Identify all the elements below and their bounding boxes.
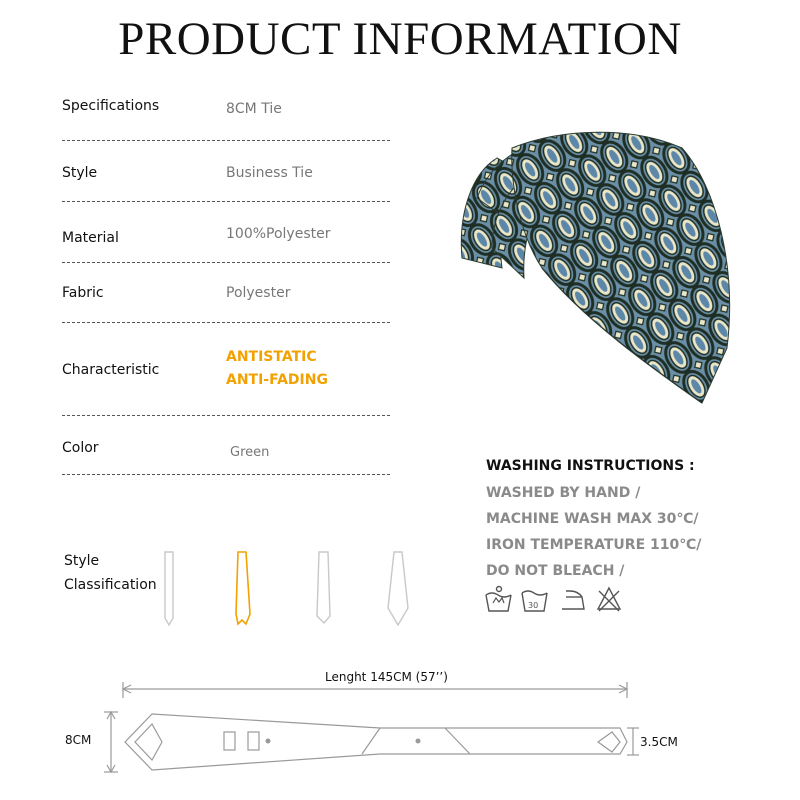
tie-product-image bbox=[452, 118, 752, 418]
wash-instruction-hand: WASHED BY HAND / bbox=[486, 485, 641, 501]
spec-value-specifications: 8CM Tie bbox=[226, 101, 282, 117]
spec-value-style: Business Tie bbox=[226, 165, 313, 181]
spec-label-specifications: Specifications bbox=[62, 98, 160, 114]
spec-value-characteristic bbox=[226, 346, 328, 392]
tie-style-wide[interactable] bbox=[388, 552, 408, 625]
divider bbox=[62, 415, 390, 416]
style-classification-line-1: Style bbox=[64, 553, 100, 569]
style-classification-label bbox=[64, 549, 157, 597]
tie-style-options bbox=[150, 548, 420, 628]
divider bbox=[62, 474, 390, 475]
characteristic-anti-fading: ANTI-FADING bbox=[226, 372, 328, 388]
spec-value-color: Green bbox=[230, 445, 270, 460]
machine-wash-30-icon bbox=[522, 591, 547, 611]
tie-style-skinny[interactable] bbox=[165, 552, 173, 625]
style-classification-line-2: Classification bbox=[64, 577, 157, 593]
page-title: PRODUCT INFORMATION bbox=[118, 13, 682, 65]
divider bbox=[62, 322, 390, 323]
tie-dimensions-diagram bbox=[0, 660, 800, 800]
divider bbox=[62, 140, 390, 141]
tie-length-label: Lenght 145CM (57’’) bbox=[325, 670, 448, 684]
spec-label-style: Style bbox=[62, 165, 98, 181]
characteristic-antistatic: ANTISTATIC bbox=[226, 349, 317, 365]
spec-label-material: Material bbox=[62, 230, 119, 246]
wash-instruction-iron: IRON TEMPERATURE 110℃/ bbox=[486, 537, 702, 553]
washing-instructions-title: WASHING INSTRUCTIONS : bbox=[486, 458, 695, 474]
spec-label-characteristic: Characteristic bbox=[62, 362, 160, 378]
divider bbox=[62, 201, 390, 202]
wash-instruction-bleach: DO NOT BLEACH / bbox=[486, 563, 625, 579]
tie-wide-end-width: 8CM bbox=[65, 733, 92, 747]
tie-narrow-end-width: 3.5CM bbox=[640, 735, 678, 749]
divider bbox=[62, 262, 390, 263]
tie-style-slim[interactable] bbox=[236, 552, 250, 624]
spec-label-fabric: Fabric bbox=[62, 285, 104, 301]
iron-temperature-icon bbox=[562, 591, 584, 609]
care-icons bbox=[484, 585, 624, 615]
spec-value-material: 100%Polyester bbox=[226, 226, 331, 242]
do-not-bleach-icon bbox=[598, 588, 620, 611]
spec-label-color: Color bbox=[62, 440, 99, 456]
wash-instruction-machine: MACHINE WASH MAX 30℃/ bbox=[486, 511, 699, 527]
spec-value-fabric: Polyester bbox=[226, 285, 291, 301]
tie-style-standard[interactable] bbox=[317, 552, 330, 623]
hand-wash-icon bbox=[486, 587, 511, 612]
wash-temp-label: 30 bbox=[528, 601, 539, 610]
